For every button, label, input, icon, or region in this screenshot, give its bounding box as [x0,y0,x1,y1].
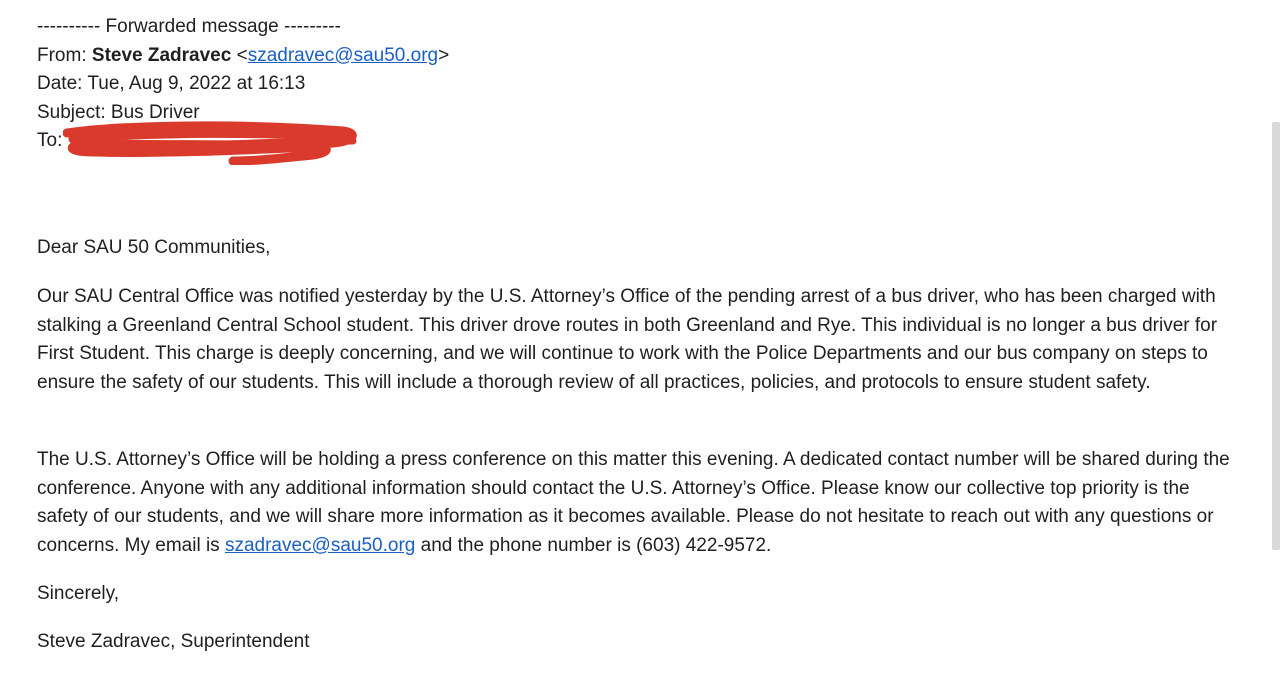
paragraph-2-phone-text: and the phone number is (603) 422-9572. [415,534,772,556]
email-content [37,13,1252,652]
contact-email-link[interactable]: szadravec@sau50.org [224,534,416,556]
from-close-bracket: > [438,44,450,66]
date-line: Date: Tue, Aug 9, 2022 at 16:13 [37,73,306,95]
forwarded-marker: ---------- Forwarded message --------- [37,16,341,37]
from-line [37,42,1252,71]
body-paragraph-1: Our SAU Central Office was notified yesterday by the U.S. Attorney’s Office of the pending arrest of a bus driver, who has been charged with stalking a Greenland Central School student. This driver drove routes in both Greenland and Rye. This individual is no longer a bus driver for First Student. This charge is deeply concerning, and we will continue to work with the Police Departments and our bus company on steps to ensure the safety of our students. This will include a thorough review of all practices, policies, and protocols to ensure student safety. [37,286,1218,393]
to-line [37,127,1252,156]
body-paragraph-2 [37,446,1237,560]
from-open-bracket: < [236,44,248,66]
sender-email-link[interactable]: szadravec@sau50.org [247,44,439,66]
scrollbar[interactable] [1272,122,1280,550]
greeting: Dear SAU 50 Communities, [37,237,271,258]
redaction-scribble [63,121,363,165]
signature: Steve Zadravec, Superintendent [37,631,310,652]
subject-line: Subject: Bus Driver [37,101,200,123]
closing: Sincerely, [37,583,120,604]
paragraph-2-text: The U.S. Attorney’s Office will be holding a press conference on this matter this evening. A dedicated contact number will be shared during the conference. Anyone with any additional information should contact the U.S. Attorney’s Office. Please know our collective top priority is the safety of our students, and we will share more information as it becomes available. Please do not hesitate to reach out with any questions or concerns. My email is [37,449,1230,556]
to-label: To: [37,130,63,152]
sender-name: Steve Zadravec [91,44,232,66]
from-label: From: [37,44,87,66]
